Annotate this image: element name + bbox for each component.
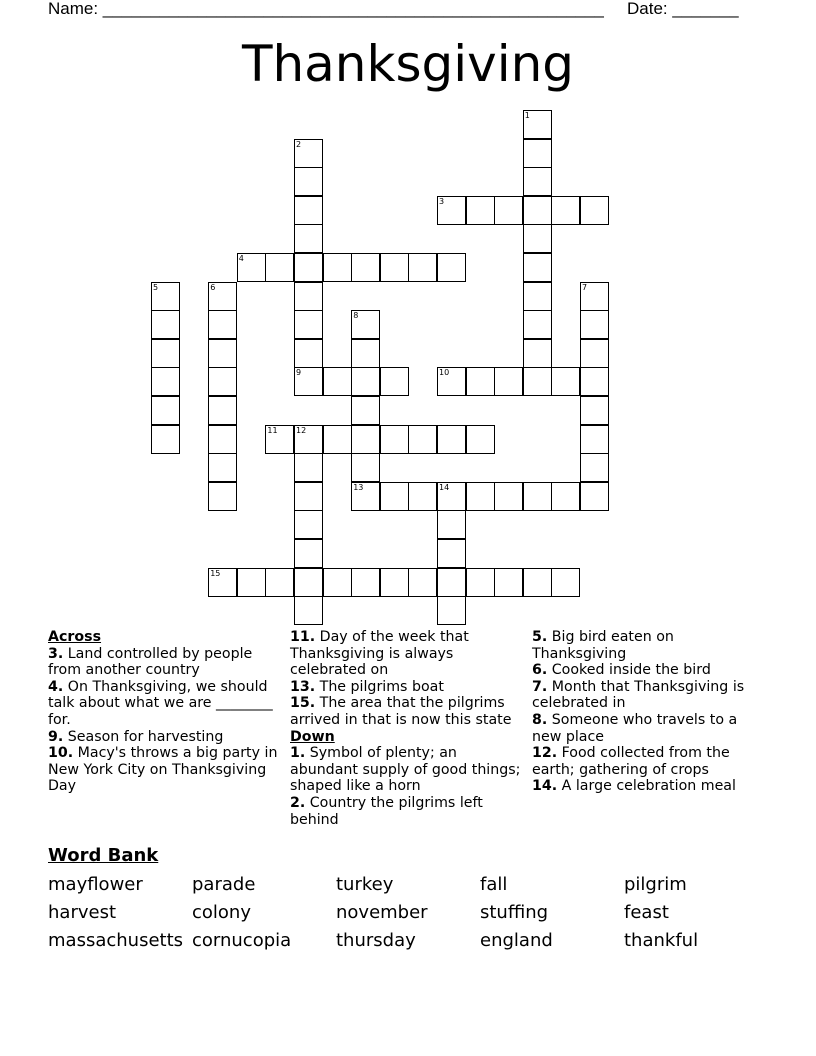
grid-cell[interactable] [351, 367, 380, 396]
clue-number: 2. [290, 794, 306, 811]
clue-down-6 [532, 662, 768, 679]
grid-cell[interactable] [551, 568, 580, 597]
clue-down-1 [290, 745, 528, 795]
clue-text: Day of the week that Thanksgiving is always celebrated on [290, 629, 469, 679]
clue-number: 11. [290, 629, 316, 645]
grid-cell[interactable] [380, 253, 409, 282]
grid-cell[interactable] [408, 253, 437, 282]
grid-cell[interactable] [294, 196, 323, 225]
grid-cell[interactable] [523, 282, 552, 311]
grid-cell[interactable] [580, 396, 609, 425]
grid-cell[interactable] [551, 367, 580, 396]
word-bank-item: november [336, 902, 428, 923]
page-title: Thanksgiving [241, 35, 575, 93]
cell-number: 2 [296, 139, 302, 149]
clue-number: 6. [532, 662, 548, 679]
grid-cell[interactable] [408, 425, 437, 454]
down-heading: Down [290, 728, 335, 745]
grid-cell[interactable] [437, 539, 466, 568]
grid-cell[interactable] [380, 425, 409, 454]
grid-cell[interactable] [408, 568, 437, 597]
grid-cell[interactable] [323, 425, 352, 454]
grid-cell[interactable] [580, 453, 609, 482]
grid-cell[interactable] [580, 367, 609, 396]
cell-number: 6 [210, 282, 216, 292]
clue-text: Big bird eaten on Thanksgiving [532, 629, 674, 662]
grid-cell[interactable] [294, 453, 323, 482]
grid-cell[interactable] [523, 568, 552, 597]
grid-cell[interactable] [494, 367, 523, 396]
clue-number: 8. [532, 711, 548, 728]
grid-cell[interactable] [523, 253, 552, 282]
word-bank-item: mayflower [48, 874, 143, 895]
clue-number: 4. [48, 678, 64, 695]
grid-cell[interactable] [151, 425, 180, 454]
grid-cell[interactable] [294, 167, 323, 196]
grid-cell[interactable] [437, 510, 466, 539]
cell-number: 8 [353, 311, 359, 321]
clue-text: Someone who travels to a new place [532, 711, 738, 745]
word-bank-title: Word Bank [48, 845, 159, 866]
word-bank-item: england [480, 930, 553, 951]
grid-cell[interactable] [323, 367, 352, 396]
grid-cell[interactable] [580, 339, 609, 368]
grid-cell[interactable] [437, 596, 466, 625]
clue-number: 15. [290, 695, 316, 712]
grid-cell[interactable] [208, 425, 237, 454]
clue-number: 12. [532, 745, 558, 762]
clue-text: On Thanksgiving, we should talk about what we are ________ for. [48, 678, 273, 728]
clue-text: A large celebration meal [557, 778, 736, 795]
grid-cell[interactable] [523, 339, 552, 368]
grid-cell[interactable] [294, 596, 323, 625]
clue-text: Season for harvesting [63, 728, 224, 745]
grid-cell[interactable] [437, 568, 466, 597]
clues-column-1 [48, 629, 280, 795]
grid-cell[interactable] [351, 253, 380, 282]
cell-number: 7 [582, 282, 588, 292]
clue-text: The area that the pilgrims arrived in that is now this state [290, 695, 512, 728]
clue-text: Cooked inside the bird [547, 662, 711, 679]
grid-cell[interactable] [437, 253, 466, 282]
cell-number: 9 [296, 368, 302, 378]
grid-cell[interactable] [523, 139, 552, 168]
grid-cell[interactable] [580, 425, 609, 454]
grid-cell[interactable] [151, 367, 180, 396]
grid-cell[interactable] [523, 167, 552, 196]
grid-cell[interactable] [351, 339, 380, 368]
clues-column-3 [532, 629, 768, 795]
clue-text: Symbol of plenty; an abundant supply of good things; shaped like a horn [290, 745, 521, 795]
clue-number: 1. [290, 745, 306, 762]
grid-cell[interactable] [351, 568, 380, 597]
grid-cell[interactable] [294, 224, 323, 253]
word-bank-item: stuffing [480, 902, 549, 923]
clue-text: Land controlled by people from another country [48, 645, 253, 679]
grid-cell[interactable] [580, 482, 609, 511]
grid-cell[interactable] [551, 196, 580, 225]
cell-number: 15 [210, 568, 221, 578]
clue-down-7 [532, 679, 768, 712]
cell-number: 10 [439, 368, 450, 378]
grid-cell[interactable] [294, 539, 323, 568]
cell-number: 12 [296, 425, 307, 435]
grid-cell[interactable] [151, 339, 180, 368]
grid-cell[interactable] [294, 510, 323, 539]
grid-cell[interactable] [294, 339, 323, 368]
word-bank-item: turkey [336, 874, 394, 895]
grid-cell[interactable] [208, 367, 237, 396]
grid-cell[interactable] [580, 310, 609, 339]
clues-column-2 [290, 629, 528, 828]
grid-cell[interactable] [551, 482, 580, 511]
clue-across-11 [290, 629, 528, 679]
word-bank-item: thankful [624, 930, 699, 951]
grid-cell[interactable] [494, 196, 523, 225]
clue-number: 10. [48, 745, 74, 762]
clue-text: Month that Thanksgiving is celebrated in [532, 678, 745, 712]
grid-cell[interactable] [323, 568, 352, 597]
clue-number: 3. [48, 645, 64, 662]
cell-number: 11 [267, 425, 278, 435]
word-bank-item: colony [192, 902, 251, 923]
grid-cell[interactable] [208, 482, 237, 511]
clue-number: 13. [290, 678, 316, 695]
cell-number: 14 [439, 482, 450, 492]
word-bank-item: parade [192, 874, 256, 895]
grid-cell[interactable] [494, 482, 523, 511]
grid-cell[interactable] [380, 482, 409, 511]
grid-cell[interactable] [523, 196, 552, 225]
grid-cell[interactable] [265, 568, 294, 597]
grid-cell[interactable] [351, 453, 380, 482]
word-bank-item: massachusetts [48, 930, 184, 951]
grid-cell[interactable] [523, 482, 552, 511]
clue-across-15 [290, 695, 528, 728]
cell-number: 13 [353, 482, 364, 492]
clue-text: The pilgrims boat [315, 678, 444, 695]
clue-text: Country the pilgrims left behind [290, 794, 483, 828]
grid-cell[interactable] [294, 310, 323, 339]
grid-cell[interactable] [466, 367, 495, 396]
word-bank-item: pilgrim [624, 874, 687, 895]
grid-cell[interactable] [523, 367, 552, 396]
clue-down-5 [532, 629, 768, 662]
word-bank-item: thursday [336, 930, 416, 951]
clue-across-10 [48, 745, 280, 795]
cell-number: 3 [439, 196, 445, 206]
grid-cell[interactable] [351, 396, 380, 425]
grid-cell[interactable] [466, 482, 495, 511]
grid-cell[interactable] [351, 425, 380, 454]
grid-cell[interactable] [466, 425, 495, 454]
grid-cell[interactable] [294, 482, 323, 511]
cell-number: 4 [238, 254, 244, 263]
grid-cell[interactable] [208, 453, 237, 482]
grid-cell[interactable] [380, 568, 409, 597]
clue-down-12 [532, 745, 768, 778]
grid-cell[interactable] [151, 396, 180, 425]
grid-cell[interactable] [237, 568, 266, 597]
grid-cell[interactable] [265, 253, 294, 282]
clue-across-13 [290, 679, 528, 696]
grid-cell[interactable] [494, 568, 523, 597]
grid-cell[interactable] [294, 253, 323, 282]
clue-across-4 [48, 679, 280, 729]
grid-cell[interactable] [466, 196, 495, 225]
across-heading: Across [48, 629, 102, 645]
word-bank-item: cornucopia [192, 930, 292, 951]
clue-down-8 [532, 712, 768, 745]
date-field[interactable]: Date: _______ [627, 0, 739, 18]
cell-number: 1 [524, 111, 530, 120]
grid-cell[interactable] [437, 425, 466, 454]
clue-across-9 [48, 729, 280, 746]
grid-cell[interactable] [208, 396, 237, 425]
name-field[interactable]: Name: _____________________________________________________ [48, 0, 604, 18]
clue-number: 14. [532, 778, 558, 795]
grid-cell[interactable] [151, 310, 180, 339]
grid-cell[interactable] [208, 339, 237, 368]
word-bank-item: fall [480, 874, 508, 895]
grid-cell[interactable] [323, 253, 352, 282]
clue-number: 5. [532, 629, 548, 645]
grid-cell[interactable] [523, 310, 552, 339]
clue-number: 9. [48, 728, 64, 745]
clue-down-2 [290, 795, 528, 828]
grid-cell[interactable] [580, 196, 609, 225]
grid-cell[interactable] [523, 224, 552, 253]
clue-text: Food collected from the earth; gathering of crops [532, 745, 730, 778]
grid-cell[interactable] [294, 568, 323, 597]
grid-cell[interactable] [380, 367, 409, 396]
clue-number: 7. [532, 678, 548, 695]
clue-across-3 [48, 646, 280, 679]
cell-number: 5 [153, 282, 159, 292]
word-bank-item: harvest [48, 902, 117, 923]
clue-down-14 [532, 778, 768, 795]
grid-cell[interactable] [408, 482, 437, 511]
clue-text: Macy's throws a big party in New York City on Thanksgiving Day [48, 745, 278, 795]
grid-cell[interactable] [466, 568, 495, 597]
grid-cell[interactable] [208, 310, 237, 339]
word-bank-item: feast [624, 902, 669, 923]
grid-cell[interactable] [294, 282, 323, 311]
